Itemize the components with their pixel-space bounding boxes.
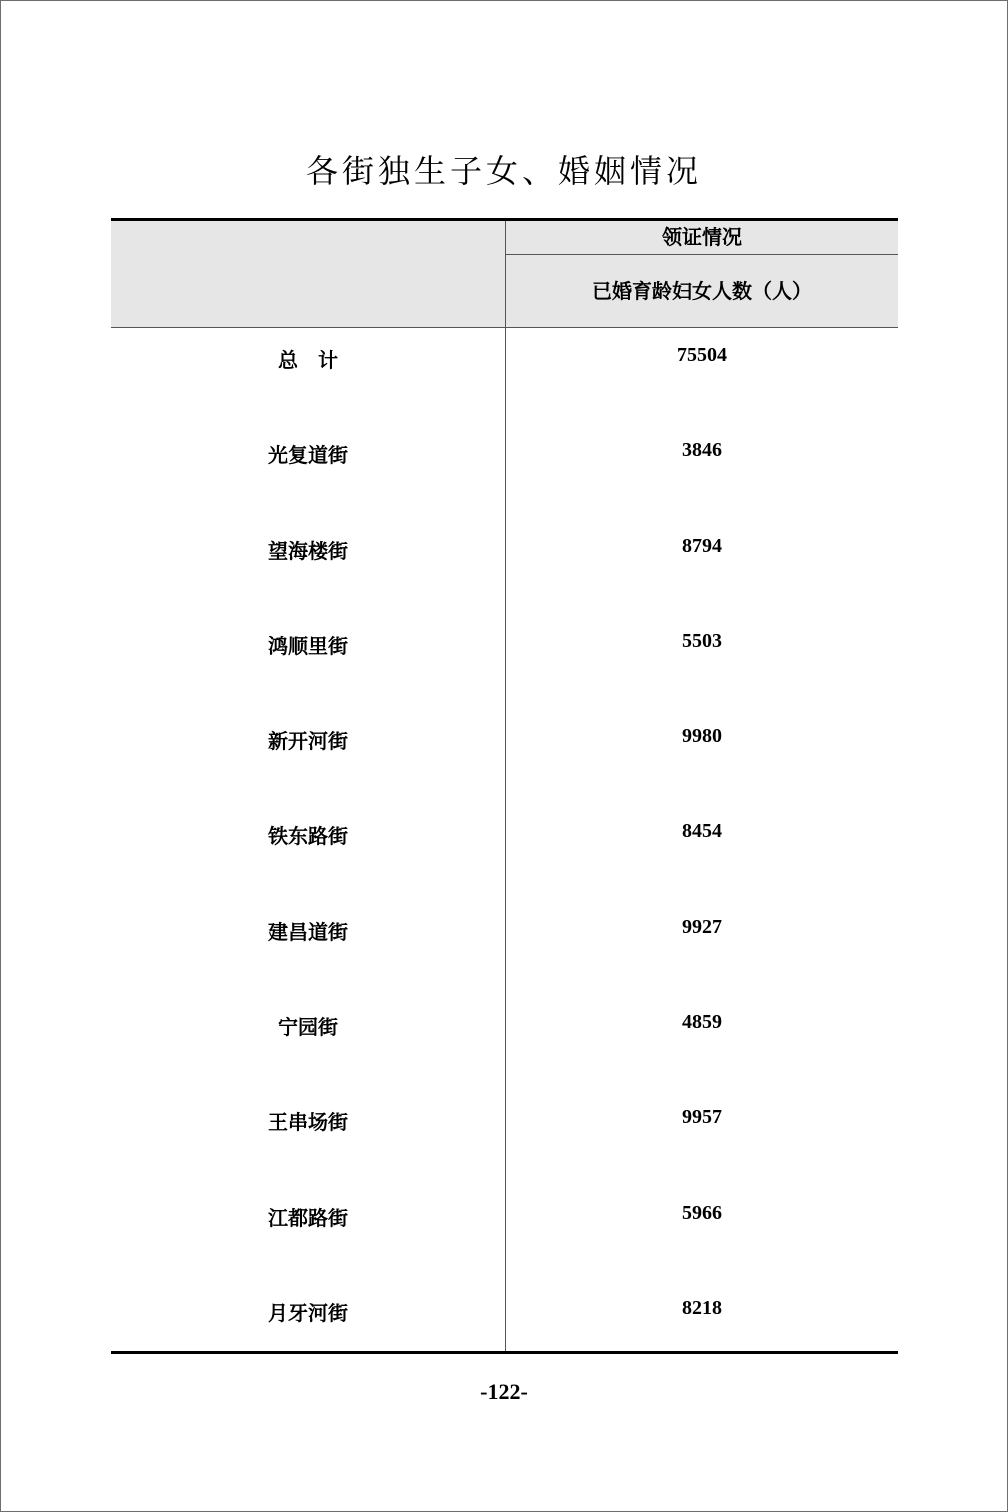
row-name: 王串场街	[268, 1110, 348, 1135]
row-value: 8218	[682, 1296, 722, 1319]
row-name: 宁园街	[278, 1015, 338, 1040]
row-name: 月牙河街	[268, 1300, 348, 1325]
table-row	[111, 519, 898, 614]
row-value: 5966	[682, 1201, 722, 1224]
row-name: 鸿顺里街	[268, 633, 348, 658]
table-row	[111, 900, 898, 995]
table-row	[111, 1186, 898, 1281]
row-name: 新开河街	[268, 729, 348, 754]
row-value: 75504	[677, 344, 727, 366]
row-value: 9957	[682, 1106, 722, 1129]
header-column-label: 已婚育龄妇女人数（人）	[592, 279, 812, 303]
row-name: 江都路街	[268, 1205, 348, 1230]
table-row	[111, 995, 898, 1090]
table-row	[111, 804, 898, 899]
row-name: 建昌道街	[268, 919, 348, 944]
page-title: 各街独生子女、婚姻情况	[305, 152, 702, 190]
row-value: 4859	[682, 1011, 722, 1034]
table-body	[111, 328, 898, 1376]
row-value: 9980	[682, 725, 722, 748]
data-table	[111, 218, 898, 1354]
row-value: 9927	[682, 915, 722, 938]
row-value: 8454	[682, 820, 722, 843]
row-name: 总 计	[278, 348, 338, 372]
row-name: 光复道街	[268, 443, 348, 468]
table-row	[111, 328, 898, 423]
row-name: 铁东路街	[268, 824, 348, 849]
table-bottom-rule	[111, 1351, 898, 1354]
row-value: 5503	[682, 629, 722, 652]
row-name: 望海楼街	[268, 538, 348, 563]
page-number: -122-	[480, 1379, 528, 1404]
table-row	[111, 614, 898, 709]
row-value: 3846	[682, 439, 722, 462]
table-row	[111, 1281, 898, 1376]
table-row	[111, 423, 898, 518]
table-row	[111, 709, 898, 804]
header-group-label: 领证情况	[662, 225, 742, 249]
table-row	[111, 1090, 898, 1185]
row-value: 8794	[682, 534, 722, 557]
